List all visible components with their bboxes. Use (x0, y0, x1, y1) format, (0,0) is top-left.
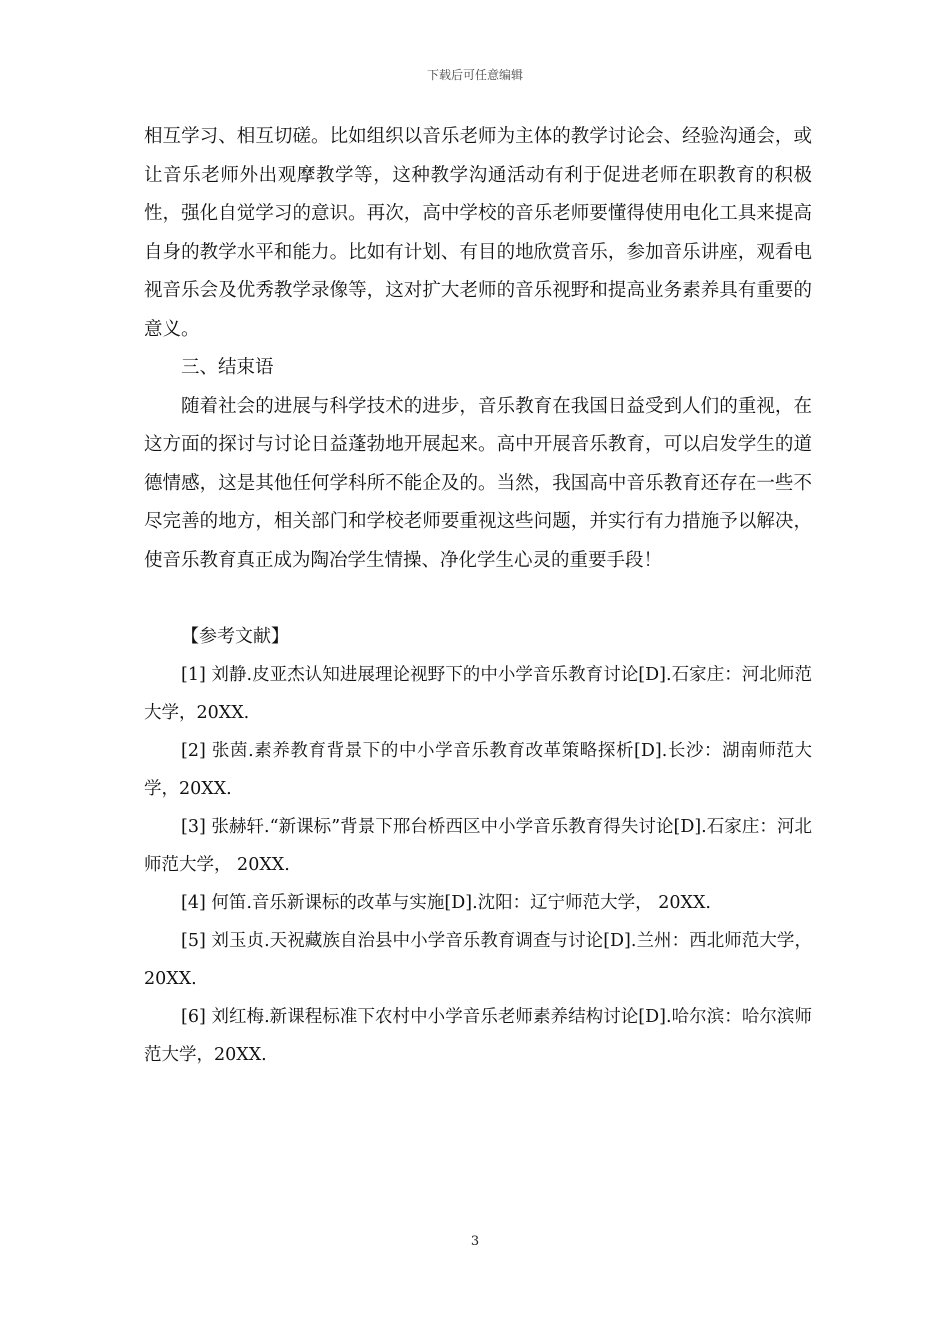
reference-item-3: [3] 张赫轩.“新课标”背景下邢台桥西区中小学音乐教育得失讨论[D].石家庄：河北师范大学， 20XX. (144, 817, 812, 875)
page-content (144, 118, 812, 1074)
page-header: 下载后可任意编辑 (426, 68, 523, 82)
reference-item-5: [5] 刘玉贞.天祝藏族自治县中小学音乐教育调查与讨论[D].兰州：西北师范大学，20XX. (144, 931, 812, 989)
reference-item-4: [4] 何笛.音乐新课标的改革与实施[D].沈阳：辽宁师范大学， 20XX. (181, 893, 711, 913)
body-paragraph-2: 随着社会的进展与科学技术的进步，音乐教育在我国日益受到人们的重视，在这方面的探讨与讨论日益蓬勃地开展起来。高中开展音乐教育，可以启发学生的道德情感，这是其他任何学科所不能企及的。当然，我国高中音乐教育还存在一些不尽完善的地方，相关部门和学校老师要重视这些问题，并实行有力措施予以解决，使音乐教育真正成为陶冶学生情操、净化学生心灵的重要手段！ (144, 395, 812, 571)
page-number: 3 (470, 1234, 480, 1249)
reference-item-2: [2] 张茵.素养教育背景下的中小学音乐教育改革策略探析[D].长沙：湖南师范大学，20XX. (144, 741, 812, 799)
reference-item-1: [1] 刘静.皮亚杰认知进展理论视野下的中小学音乐教育讨论[D].石家庄：河北师范大学，20XX. (144, 665, 812, 723)
reference-item-6: [6] 刘红梅.新课程标准下农村中小学音乐老师素养结构讨论[D].哈尔滨：哈尔滨师范大学，20XX. (144, 1007, 812, 1065)
section-heading: 三、结束语 (181, 357, 274, 378)
body-paragraph-1: 相互学习、相互切磋。比如组织以音乐老师为主体的教学讨论会、经验沟通会，或让音乐老师外出观摩教学等，这种教学沟通活动有利于促进老师在职教育的积极性，强化自觉学习的意识。再次，高中学校的音乐老师要懂得使用电化工具来提高自身的教学水平和能力。比如有计划、有目的地欣赏音乐，参加音乐讲座，观看电视音乐会及优秀教学录像等，这对扩大老师的音乐视野和提高业务素养具有重要的意义。 (144, 126, 812, 340)
spacer (144, 580, 812, 618)
references-heading: 【参考文献】 (181, 626, 289, 647)
